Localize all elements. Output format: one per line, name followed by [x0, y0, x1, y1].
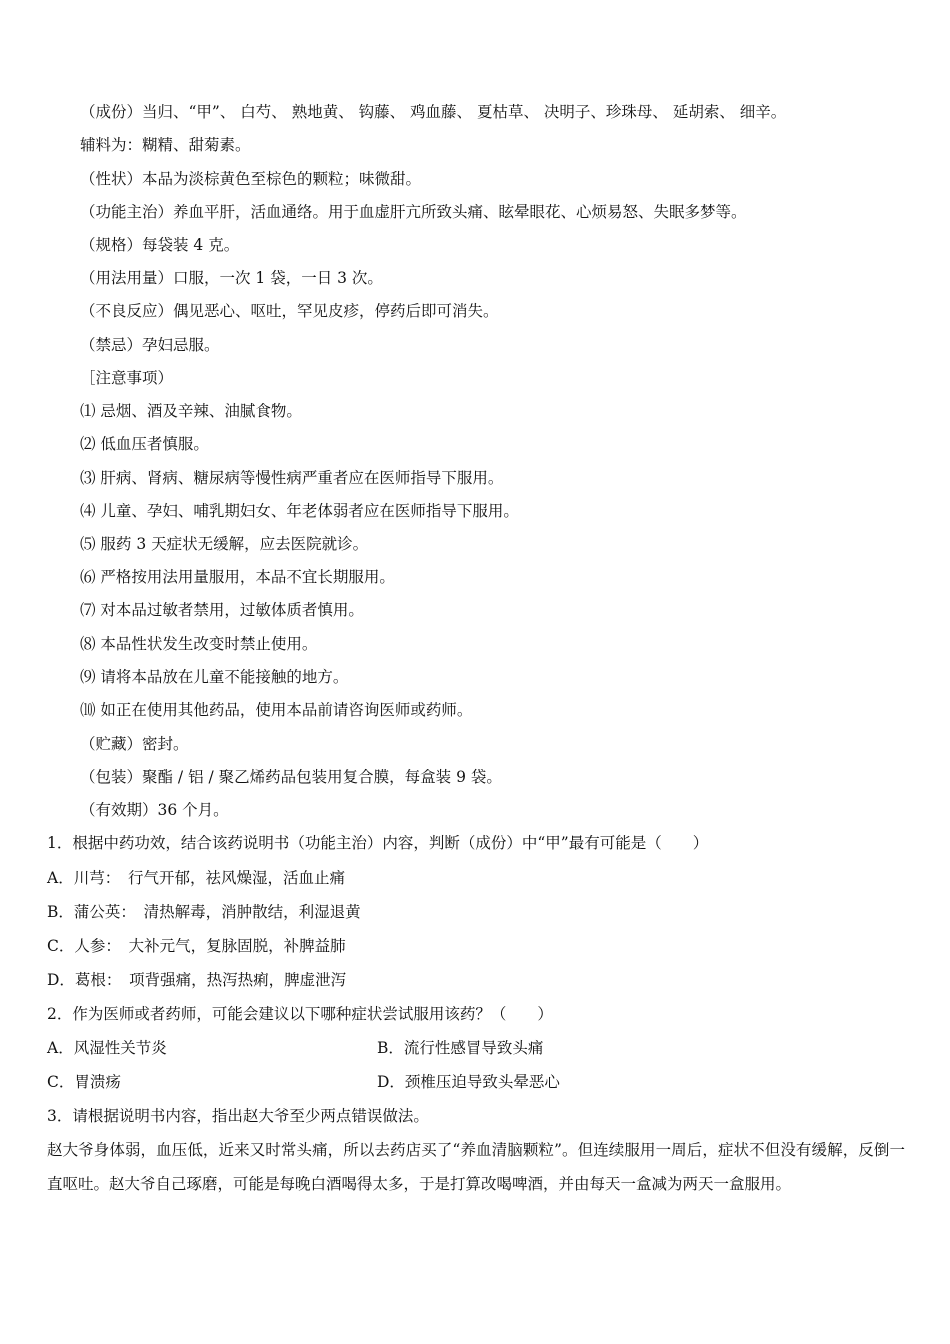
question-2-option-c: C．胃溃疡	[47, 1073, 121, 1091]
precaution-item: ⑽ 如正在使用其他药品，使用本品前请咨询医师或药师。	[80, 701, 473, 719]
precaution-item: ⑸ 服药 3 天症状无缓解，应去医院就诊。	[80, 535, 369, 553]
excipients-line: 辅料为：糊精、甜菊素。	[80, 136, 251, 154]
properties-line: （性状）本品为淡棕黄色至棕色的颗粒；味微甜。	[80, 170, 422, 188]
validity-line: （有效期）36 个月。	[80, 801, 229, 819]
ingredients-line: （成份）当归、“甲”、 白芍、 熟地黄、 钩藤、 鸡血藤、 夏枯草、 决明子、珍珠母、 延胡索、 细辛。	[80, 103, 787, 121]
question-3-stem: 3．请根据说明书内容，指出赵大爷至少两点错误做法。	[47, 1107, 429, 1125]
question-1-stem: 1．根据中药功效，结合该药说明书（功能主治）内容，判断（成份）中“甲”最有可能是（ ）	[47, 834, 709, 852]
packaging-line: （包装）聚酯 / 铝 / 聚乙烯药品包装用复合膜，每盒装 9 袋。	[80, 768, 502, 786]
precaution-item: ⑷ 儿童、孕妇、哺乳期妇女、年老体弱者应在医师指导下服用。	[80, 502, 519, 520]
question-2-option-a: A．风湿性关节炎	[47, 1039, 167, 1057]
question-2-stem: 2．作为医师或者药师，可能会建议以下哪种症状尝试服用该药？（ ）	[47, 1005, 553, 1023]
precaution-item: ⑹ 严格按用法用量服用，本品不宜长期服用。	[80, 568, 395, 586]
precautions-title: ［注意事项）	[80, 369, 174, 387]
precaution-item: ⑴ 忌烟、酒及辛辣、油腻食物。	[80, 402, 302, 420]
question-2-option-b: B．流行性感冒导致头痛	[377, 1039, 544, 1057]
question-1-option-b: B．蒲公英： 清热解毒，消肿散结，利湿退黄	[47, 903, 361, 921]
question-1-option-d: D．葛根： 项背强痛，热泻热痢，脾虚泄泻	[47, 971, 347, 989]
question-1-option-c: C．人参： 大补元气，复脉固脱，补脾益肺	[47, 937, 346, 955]
question-3-passage: 赵大爷身体弱，血压低，近来又时常头痛，所以去药店买了“养血清脑颗粒”。但连续服用一周后，症状不但没有缓解，反倒一直呕吐。赵大爷自己琢磨，可能是每晚白酒喝得太多，于是打算改喝啤酒，并由每天一盒减为两天一盒服用。	[47, 1141, 905, 1193]
question-1-option-a: A．川芎： 行气开郁，祛风燥湿，活血止痛	[47, 869, 345, 887]
precaution-item: ⑺ 对本品过敏者禁用，过敏体质者慎用。	[80, 601, 364, 619]
precaution-item: ⑻ 本品性状发生改变时禁止使用。	[80, 635, 318, 653]
adverse-reactions-line: （不良反应）偶见恶心、呕吐，罕见皮疹，停药后即可消失。	[80, 302, 499, 320]
indications-line: （功能主治）养血平肝，活血通络。用于血虚肝亢所致头痛、眩晕眼花、心烦易怒、失眠多梦等。	[80, 203, 747, 221]
precaution-item: ⑶ 肝病、肾病、糖尿病等慢性病严重者应在医师指导下服用。	[80, 469, 504, 487]
question-2-option-d: D．颈椎压迫导致头晕恶心	[377, 1073, 560, 1091]
contraindications-line: （禁忌）孕妇忌服。	[80, 336, 220, 354]
dosage-line: （用法用量）口服，一次 1 袋，一日 3 次。	[80, 269, 383, 287]
precaution-item: ⑼ 请将本品放在儿童不能接触的地方。	[80, 668, 349, 686]
precaution-item: ⑵ 低血压者慎服。	[80, 435, 209, 453]
specification-line: （规格）每袋装 4 克。	[80, 236, 240, 254]
storage-line: （贮藏）密封。	[80, 735, 189, 753]
